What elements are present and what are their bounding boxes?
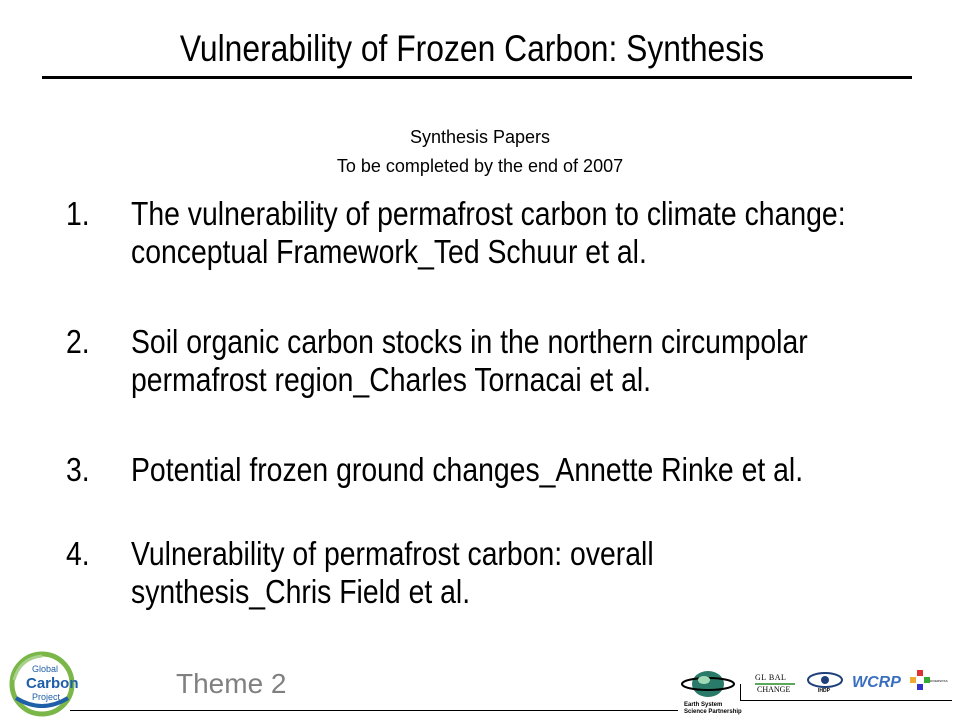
diversitas-logo bbox=[910, 670, 954, 698]
list-item-line: synthesis_Chris Field et al. bbox=[131, 573, 471, 610]
diversitas-text: DIVERSITAS bbox=[930, 679, 948, 683]
essp-text-1: Earth System bbox=[684, 702, 723, 708]
list-item-text bbox=[131, 323, 896, 399]
list-item-line: permafrost region_Charles Tornacai et al. bbox=[131, 361, 652, 398]
subtitle-line-2: To be completed by the end of 2007 bbox=[336, 156, 624, 176]
footer-rule bbox=[70, 710, 678, 711]
diversitas-flower-icon bbox=[910, 670, 930, 690]
wcrp-logo bbox=[852, 674, 902, 696]
footer-theme-label: Theme 2 bbox=[176, 668, 287, 699]
essp-text-2: Science Partnership bbox=[684, 709, 742, 715]
list-item-number: 2. bbox=[66, 323, 90, 360]
list-item-text bbox=[131, 195, 896, 271]
wcrp-text: WCRP bbox=[852, 674, 901, 691]
list-item-text bbox=[131, 535, 896, 611]
gcp-logo-text-1: Global bbox=[32, 664, 59, 674]
list-item-line: The vulnerability of permafrost carbon to climate change: bbox=[131, 195, 846, 232]
slide-title: Vulnerability of Frozen Carbon: Synthesis bbox=[179, 28, 765, 69]
global-change-bottom-text: CHANGE bbox=[757, 685, 791, 694]
list-item-number: 1. bbox=[66, 195, 90, 232]
footer-rule-right bbox=[740, 700, 952, 701]
ihdp-text: IHDP bbox=[818, 688, 830, 694]
essp-logo bbox=[680, 666, 742, 715]
list-item-line: Soil organic carbon stocks in the northern circumpolar bbox=[131, 323, 808, 360]
global-change-top-text: GL BAL bbox=[755, 673, 787, 682]
list-item-number: 4. bbox=[66, 535, 90, 572]
subtitle-line-1: Synthesis Papers bbox=[409, 127, 551, 147]
essp-globe-icon bbox=[680, 666, 736, 700]
list-item-text bbox=[131, 451, 896, 489]
global-change-logo bbox=[755, 673, 797, 695]
global-carbon-project-logo bbox=[6, 650, 78, 723]
footer-divider-tick bbox=[740, 684, 741, 701]
ihdp-eye-icon bbox=[806, 672, 844, 688]
list-item-line: Vulnerability of permafrost carbon: overall bbox=[131, 535, 654, 572]
ihdp-logo bbox=[806, 672, 844, 696]
title-underline bbox=[42, 76, 912, 79]
gcp-logo-text-2: Carbon bbox=[26, 675, 79, 692]
list-item-line: Potential frozen ground changes_Annette Rinke et al. bbox=[131, 451, 804, 488]
gcp-logo-text-3: Project bbox=[32, 692, 61, 702]
list-item-number: 3. bbox=[66, 451, 90, 488]
list-item-line: conceptual Framework_Ted Schuur et al. bbox=[131, 233, 647, 270]
